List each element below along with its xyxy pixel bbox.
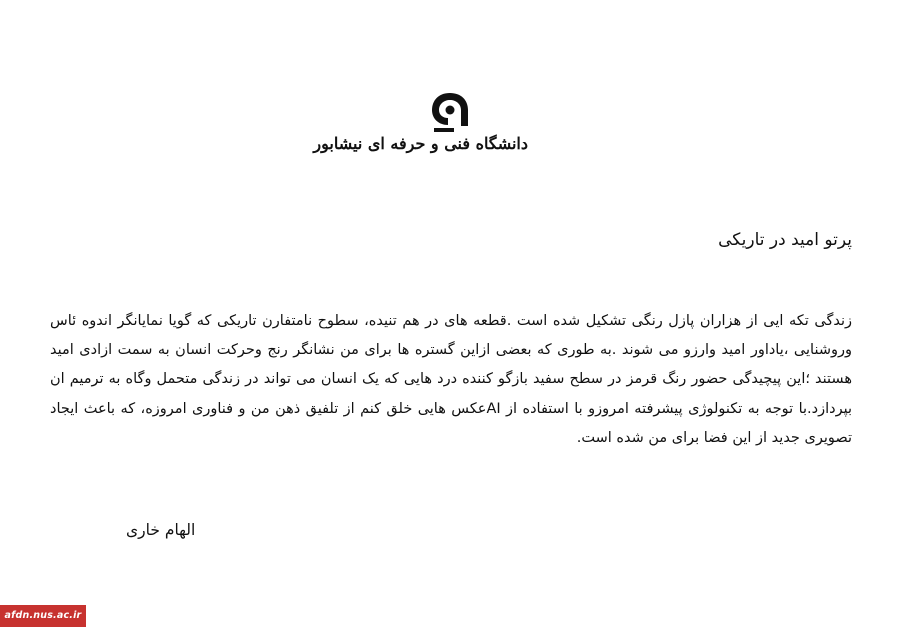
author-name: الهام خاری: [126, 521, 196, 539]
university-logo: [313, 86, 528, 172]
article-body: زندگی تکه ایی از هزاران پازل رنگی تشکیل شده است .قطعه های در هم تنیده، سطوح نامتفارن تاریکی که گویا نمایانگر اندوه ئاس وروشنایی ،یاداور امید وارزو می شوند .به طوری که بعضی ازاین گستره ها برای من نشانگر رنج وحرکت انسان به سمت ازادی امید هستند ؛این پیچیدگی حضور رنگ قرمز در سطح سفید بازگو کننده درد هایی که یک انسان می تواند در زندگی متحمل وگاه به ترمیم ان بپردازد.با توجه به تکنولوژی پیشرفته امروزو با استفاده از AIعکس هایی خلق کنم از تلفیق ذهن من و فناوری امروزه، که باعث ایجاد تصویری جدید از این فضا برای من شده است.: [50, 313, 852, 446]
site-watermark: afdn.nus.ac.ir: [0, 605, 86, 627]
article-title: پرتو امید در تاریکی: [718, 230, 852, 250]
university-emblem-icon: [428, 90, 472, 134]
university-name: دانشگاه فنی و حرفه ای نیشابور: [313, 134, 528, 153]
